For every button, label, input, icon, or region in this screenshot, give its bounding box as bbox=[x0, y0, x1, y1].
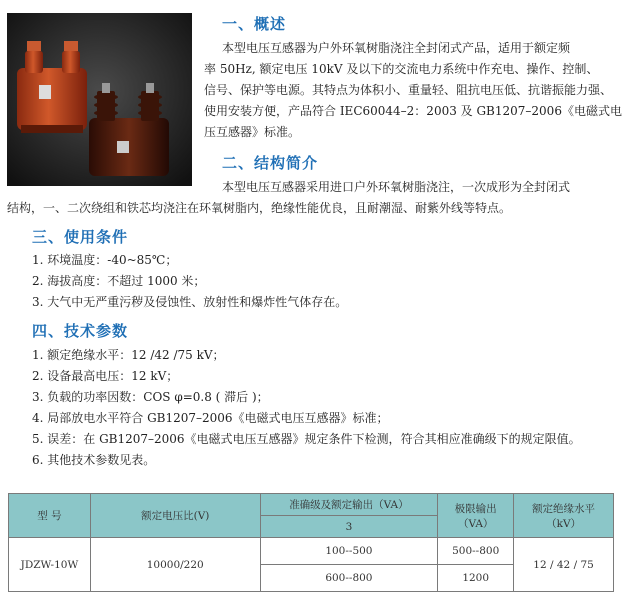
header-ratio: 额定电压比(V) bbox=[90, 494, 260, 538]
params-item: 6. 其他技术参数见表。 bbox=[32, 453, 156, 467]
params-item: 1. 额定绝缘水平：12 /42 /75 kV； bbox=[32, 348, 225, 362]
overview-line: 压互感器》标准。 bbox=[204, 125, 301, 139]
header-insulation bbox=[514, 494, 614, 538]
cell-limit: 1200 bbox=[438, 565, 514, 592]
section-title-overview: 一、概述 bbox=[222, 15, 287, 33]
section-title-params: 四、技术参数 bbox=[32, 322, 129, 340]
header-accuracy: 准确级及额定输出（VA） bbox=[260, 494, 438, 516]
conditions-item: 1. 环境温度：-40~85℃； bbox=[32, 253, 178, 267]
overview-line: 使用安装方便，产品符合 IEC60044–2：2003 及 GB1207–2006《电磁式电 bbox=[204, 104, 622, 118]
overview-line: 本型电压互感器为户外环氧树脂浇注全封闭式产品，适用于额定频 bbox=[222, 41, 571, 55]
conditions-item: 2. 海拔高度：不超过 1000 米； bbox=[32, 274, 206, 288]
cell-insulation: 12 / 42 / 75 bbox=[514, 538, 614, 592]
header-limit bbox=[438, 494, 514, 538]
params-item: 2. 设备最高电压：12 kV； bbox=[32, 369, 179, 383]
product-photo bbox=[7, 13, 192, 186]
section-title-conditions: 三、使用条件 bbox=[32, 228, 129, 246]
cell-accuracy: 100--500 bbox=[260, 538, 438, 565]
header-insulation-label: 额定绝缘水平 bbox=[532, 502, 596, 515]
header-limit-label: 极限输出 bbox=[454, 502, 497, 515]
header-limit-unit: （VA） bbox=[457, 517, 494, 530]
cell-ratio: 10000/220 bbox=[90, 538, 260, 592]
params-item: 5. 误差：在 GB1207–2006《电磁式电压互感器》规定条件下检测，符合其相应准确级下的规定限值。 bbox=[32, 432, 581, 446]
header-model: 型 号 bbox=[9, 494, 91, 538]
section-title-structure: 二、结构简介 bbox=[222, 154, 319, 172]
header-accuracy-class: 3 bbox=[260, 516, 438, 538]
params-item: 4. 局部放电水平符合 GB1207–2006《电磁式电压互感器》标准； bbox=[32, 411, 389, 425]
structure-line: 本型电压互感器采用进口户外环氧树脂浇注，一次成形为全封闭式 bbox=[222, 180, 571, 194]
params-item: 3. 负载的功率因数：COS φ=0.8 ( 滞后 )； bbox=[32, 390, 269, 404]
cell-limit: 500--800 bbox=[438, 538, 514, 565]
structure-line: 结构，一、二次绕组和铁芯均浇注在环氧树脂内，绝缘性能优良，且耐潮湿、耐紫外线等特点。 bbox=[7, 201, 512, 215]
header-insulation-unit: （kV） bbox=[546, 517, 582, 530]
overview-line: 信号、保护等电源。其特点为体积小、重量轻、阻抗电压低、抗谐振能力强、 bbox=[204, 83, 613, 97]
cell-model: JDZW-10W bbox=[9, 538, 91, 592]
spec-table bbox=[8, 493, 614, 592]
cell-accuracy: 600--800 bbox=[260, 565, 438, 592]
conditions-item: 3. 大气中无严重污秽及侵蚀性、放射性和爆炸性气体存在。 bbox=[32, 295, 348, 309]
overview-line: 率 50Hz, 额定电压 10kV 及以下的交流电力系统中作充电、操作、控制、 bbox=[204, 62, 599, 76]
